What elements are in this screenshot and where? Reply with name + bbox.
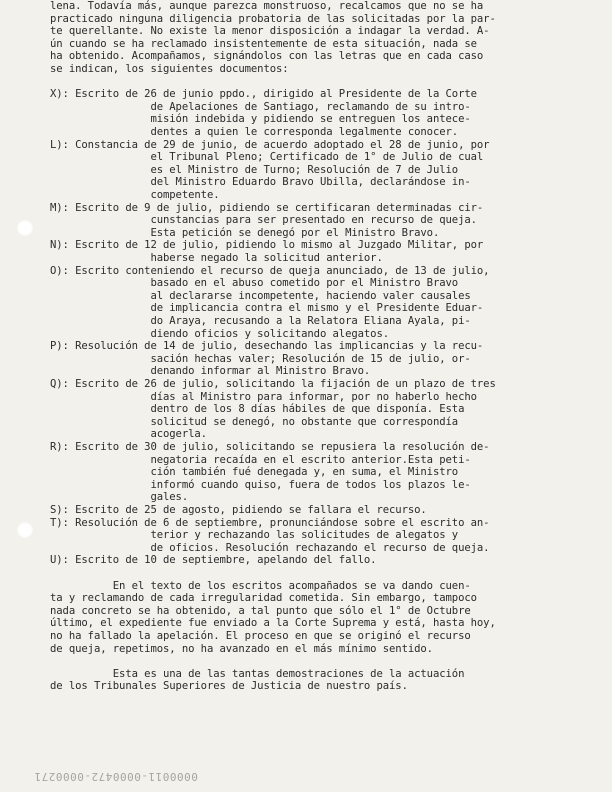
text-line: de queja, repetimos, no ha avanzado en el más mínimo sentido. (50, 642, 433, 655)
text-line: nada concreto se ha obtenido, a tal punto que sólo el 1° de Octubre (50, 604, 471, 617)
text-line: ta y reclamando de cada irregularidad cometida. Sin embargo, tampoco (50, 592, 477, 605)
text-line: se indican, los siguientes documentos: (50, 63, 289, 75)
text-line: solicitud se denegó, no obstante que correspondía (50, 415, 459, 428)
text-line: misión indebida y pidiendo se entreguen los antece- (50, 113, 471, 126)
text-line: T): Resolución de 6 de septiembre, pronunciándose sobre el escrito an- (50, 516, 490, 529)
punch-hole (17, 522, 33, 538)
text-line: informó cuando quiso, fuera de todos los plazos le- (50, 478, 471, 491)
text-line: practicado ninguna diligencia probatoria de las solicitadas por la par- (50, 12, 496, 25)
text-line: Esta es una de las tantas demostraciones de la actuación (50, 667, 465, 680)
text-line: basado en el abuso cometido por el Ministro Bravo (50, 277, 459, 290)
text-line: M): Escrito de 9 de julio, pidiendo se certificaran determinadas cir- (50, 201, 484, 214)
text-line: X): Escrito de 26 de junio ppdo., dirigido al Presidente de la Corte (50, 88, 477, 101)
text-line: diendo oficios y solicitando alegatos. (50, 327, 390, 340)
text-line: U): Escrito de 10 de septiembre, apelando del fallo. (50, 554, 377, 567)
text-line: P): Resolución de 14 de julio, desechando las implicancias y la recu- (50, 340, 484, 353)
text-line: En el texto de los escritos acompañados se va dando cuen- (50, 579, 471, 592)
text-line: acogerla. (50, 428, 207, 441)
text-line: ún cuando se ha reclamado insistentemente de esta situación, nada se (50, 37, 477, 50)
text-line: de oficios. Resolución rechazando el recurso de queja. (50, 541, 490, 554)
text-line: sación hechas valer; Resolución de 15 de julio, or- (50, 352, 471, 365)
text-line: Esta petición se denegó por el Ministro Bravo. (50, 226, 440, 239)
text-line: de implicancia contra el mismo y el Presidente Eduar- (50, 302, 484, 315)
text-line: al declararse incompetente, haciendo valer causales (50, 289, 471, 302)
text-line: último, el expediente fue enviado a la Corte Suprema y está, hasta hoy, (50, 617, 496, 630)
archive-stamp: 0000011-0000472-0000271 (34, 770, 198, 783)
text-line: ción también fué denegada y, en suma, el Ministro (50, 466, 459, 479)
text-line: S): Escrito de 25 de agosto, pidiendo se fallara el recurso. (50, 504, 427, 516)
text-line: L): Constancia de 29 de junio, de acuerdo adoptado el 28 de junio, por (50, 138, 490, 151)
text-line: terior y rechazando las solicitudes de alegatos y (50, 529, 459, 542)
text-line: días al Ministro para informar, por no haberlo hecho (50, 390, 477, 403)
text-line: gales. (50, 491, 189, 504)
text-line: es el Ministro de Turno; Resolución de 7 de Julio (50, 163, 459, 176)
text-line: el Tribunal Pleno; Certificado de 1° de Julio de cual (50, 151, 484, 164)
text-line: denando informar al Ministro Bravo. (50, 365, 371, 378)
text-line: dentes a quien le corresponda legalmente conocer. (50, 126, 459, 138)
text-line: do Araya, recusando a la Relatora Eliana Ayala, pi- (50, 315, 471, 327)
text-line: O): Escrito conteniendo el recurso de queja anunciado, de 13 de julio, (50, 264, 490, 277)
text-line: no ha fallado la apelación. El proceso en que se originó el recurso (50, 630, 471, 642)
text-line: Q): Escrito de 26 de julio, solicitando la fijación de un plazo de tres (50, 378, 496, 390)
text-line: del Ministro Eduardo Bravo Ubilla, declarándose in- (50, 176, 471, 189)
text-line: competente. (50, 189, 220, 201)
text-line: lena. Todavía más, aunque parezca monstruoso, recalcamos que no se ha (50, 0, 484, 12)
text-line: dentro de los 8 días hábiles de que disponía. Esta (50, 403, 465, 416)
text-line: cunstancias para ser presentado en recurso de queja. (50, 214, 477, 227)
text-line: negatoria recaída en el escrito anterior.Esta peti- (50, 453, 471, 466)
text-line: ha obtenido. Acompañamos, signándolos con las letras que en cada caso (50, 50, 484, 63)
text-line: de los Tribunales Superiores de Justicia de nuestro país. (50, 680, 408, 693)
text-line: R): Escrito de 30 de julio, solicitando se repusiera la resolución de- (50, 441, 490, 453)
text-line: te querellante. No existe la menor disposición a indagar la verdad. A- (50, 25, 490, 38)
text-line: de Apelaciones de Santiago, reclamando de su intro- (50, 100, 471, 113)
punch-hole (17, 220, 33, 236)
text-line: N): Escrito de 12 de julio, pidiendo lo mismo al Juzgado Militar, por (50, 239, 484, 252)
text-line: haberse negado la solicitud anterior. (50, 252, 383, 264)
